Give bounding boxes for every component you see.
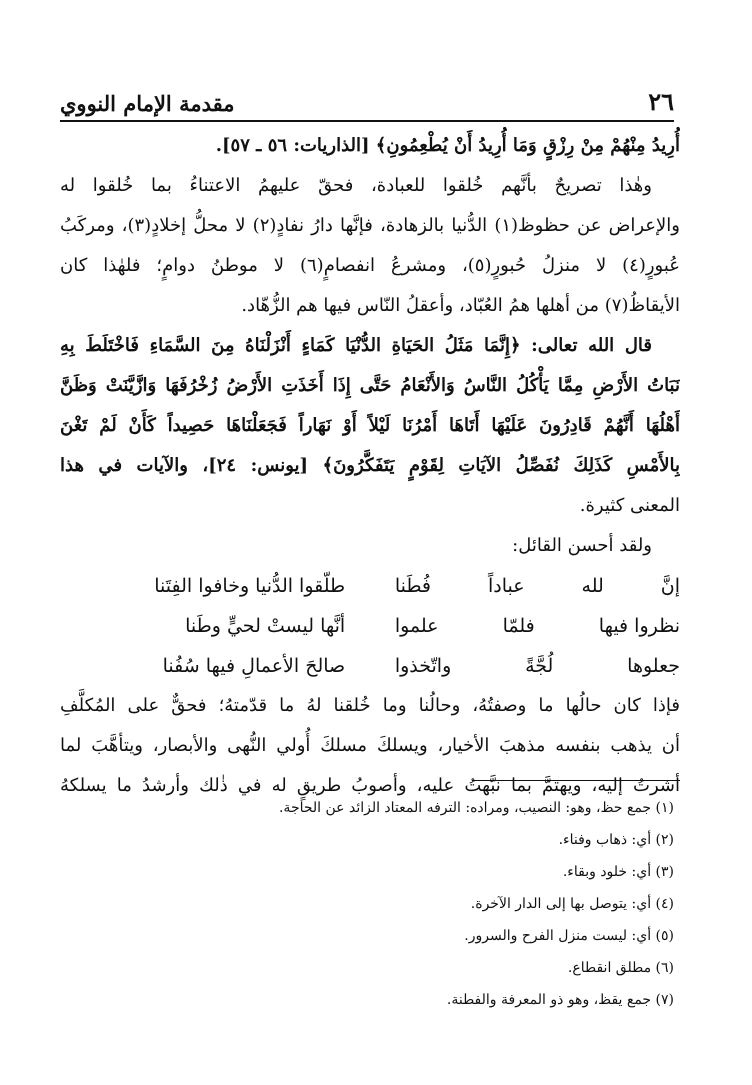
poem-first-hemistich bbox=[395, 606, 680, 646]
poem bbox=[60, 566, 680, 686]
text-line: نَبَاتُ الأَرْضِ مِمَّا يَأْكُلُ النَّاسُ وَالأَنْعَامُ حَتَّى إِذَا أَخَذَتِ الأَرْضُ زُخْرُفَهَا وَازَّيَّنَتْ وَظَنَّ bbox=[60, 375, 680, 396]
text-line: الأيقاظُ(٧) من أهلها همُ العُبّاد، وأعقلُ النّاس فيها هم الزُّهّاد. bbox=[241, 295, 680, 316]
text-line: بِالأَمْسِ كَذَلِكَ نُفَصِّلُ الآيَاتِ لِقَوْمٍ يَتَفَكَّرُونَ﴾ [يونس: ٢٤]، والآيات في هذا bbox=[60, 455, 680, 476]
poem-word: جعلوها bbox=[627, 655, 680, 677]
text-line: وهٰذا تصريحٌ بأنَّهم خُلقوا للعبادة، فحقّ عليهمُ الاعتناءُ بما خُلقوا له bbox=[60, 175, 652, 196]
poem-word: واتّخذوا bbox=[394, 655, 452, 677]
poem-word: صالحَ الأعمالِ فيها سُفُنا bbox=[162, 655, 346, 677]
page-number: ٢٦ bbox=[648, 87, 674, 116]
text-line: والإعراض عن حظوظ(١) الدُّنيا بالزهادة، فإنَّها دارُ نفادٍ(٢) لا محلُّ إخلادٍ(٣)، ومركَبُ bbox=[60, 215, 680, 236]
text-line: ولقد أحسن القائل: bbox=[512, 535, 652, 556]
poem-word: فُطَنا bbox=[394, 575, 432, 597]
footnote: (٧) جمع يقظ، وهو ذو المعرفة والفطنة. bbox=[446, 992, 674, 1008]
poem-first-hemistich bbox=[395, 566, 680, 606]
poem-word: إنَّ bbox=[660, 575, 680, 597]
footnotes bbox=[60, 792, 674, 1016]
page-header bbox=[60, 82, 674, 116]
running-title: مقدمة الإمام النووي bbox=[60, 91, 235, 116]
main-text bbox=[60, 126, 680, 806]
text-line: المعنى كثيرة. bbox=[579, 495, 680, 516]
header-rule bbox=[60, 120, 674, 122]
poem-second-hemistich bbox=[60, 646, 345, 686]
poem-first-hemistich bbox=[395, 646, 680, 686]
footnote: (٢) أي: ذهاب وفناء. bbox=[558, 832, 674, 848]
footnote: (٥) أي: ليست منزل الفرح والسرور. bbox=[464, 928, 674, 944]
footnote: (٦) مطلق انقطاع. bbox=[567, 960, 674, 976]
poem-verse bbox=[60, 566, 680, 606]
poem-word: نظروا فيها bbox=[598, 615, 680, 637]
footnote: (١) جمع حظ، وهو: النصيب، ومراده: الترفه المعتاد الزائد عن الحاجة. bbox=[278, 800, 674, 816]
poem-word: طلّقوا الدُّنيا وخافوا الفِتَنا bbox=[154, 575, 346, 597]
footnote-rule bbox=[472, 780, 680, 781]
poem-second-hemistich bbox=[60, 606, 345, 646]
poem-word: لُجَّةً bbox=[525, 655, 554, 677]
poem-verse bbox=[60, 646, 680, 686]
poem-verse bbox=[60, 606, 680, 646]
poem-word: عباداً bbox=[487, 575, 525, 597]
text-line: قال الله تعالى: ﴿إِنَّمَا مَثَلُ الحَيَاةِ الدُّنْيَا كَمَاءٍ أَنْزَلْنَاهُ مِنَ السَّمَاءِ فَاخْتَلَطَ بِهِ bbox=[60, 335, 652, 356]
poem-word: علموا bbox=[394, 615, 439, 637]
text-line: أَهْلُهَا أَنَّهُمْ قَادِرُونَ عَلَيْهَا أَتَاهَا أَمْرُنَا لَيْلاً أَوْ نَهَاراً فَجَعَلْنَاهَا حَصِيداً كَأَنْ لَمْ تَغْنَ bbox=[60, 415, 680, 436]
poem-word: فلمّا bbox=[502, 615, 535, 637]
text-line: أشرتُ إليه، ويهتمَّ بما نبَّهتُ عليه، وأصوبُ طريقٍ له في ذٰلك وأرشدُ ما يسلكهُ bbox=[60, 775, 680, 796]
footnote: (٤) أي: يتوصل بها إلى الدار الآخرة. bbox=[470, 896, 674, 912]
poem-word: أنَّها ليستْ لحيٍّ وطَنا bbox=[185, 615, 346, 637]
text-line: أن يذهب بنفسه مذهبَ الأخيار، ويسلكَ مسلكَ أُولي النُّهى والأبصار، ويتأهَّبَ لما bbox=[60, 735, 680, 756]
footnote: (٣) أي: خلود وبقاء. bbox=[562, 864, 674, 880]
text-line: عُبورٍ(٤) لا منزلُ حُبورٍ(٥)، ومشرعُ انفصامٍ(٦) لا موطنُ دوامٍ؛ فلهٰذا كان bbox=[60, 255, 680, 276]
poem-second-hemistich bbox=[60, 566, 345, 606]
text-line: فإذا كان حالُها ما وصفتُهُ، وحالُنا وما خُلقنا لهُ ما قدّمتهُ؛ فحقٌّ على المُكلَّفِ bbox=[60, 695, 680, 716]
text-line: أُرِيدُ مِنْهُمْ مِنْ رِزْقٍ وَمَا أُرِيدُ أَنْ يُطْعِمُونِ﴾ [الذاريات: ٥٦ ـ ٥٧]. bbox=[215, 135, 680, 156]
poem-word: لله bbox=[581, 575, 604, 597]
